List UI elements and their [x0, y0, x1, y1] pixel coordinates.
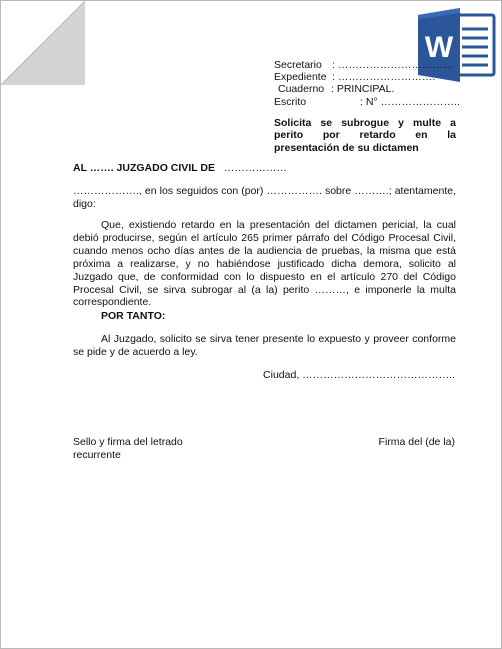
folded-page-corner-icon [1, 1, 85, 85]
escrito-value: : N° ………………….. [360, 95, 460, 108]
escrito-label: Escrito [274, 95, 307, 108]
word-icon-letter: W [424, 31, 454, 64]
cuaderno-label: Cuaderno [278, 83, 325, 96]
case-header [274, 59, 460, 108]
header-row-expediente [274, 71, 460, 83]
header-row-escrito [274, 96, 460, 108]
expediente-value: : ………………………. [332, 71, 436, 84]
party-signature: Firma del (de la) [378, 436, 455, 448]
intro-paragraph: ………………., en los seguidos con (por) ……………. sobre ……….; atentamente, digo: [73, 185, 456, 211]
court-location-dots: ……………… [223, 162, 287, 174]
document-subject: Solicita se subrogue y multe a perito por retardo en la presentación de su dictamen [274, 117, 456, 154]
secretario-label: Secretario [274, 59, 322, 71]
lawyer-signature: Sello y firma del letrado recurrente [73, 436, 183, 461]
expediente-label: Expediente [274, 71, 327, 84]
court-name: AL ……. JUZGADO CIVIL DE [73, 162, 215, 174]
header-row-cuaderno [274, 83, 460, 95]
closing-paragraph: Al Juzgado, solicito se sirva tener presente lo expuesto y proveer conforme se pide y de acuerdo a ley. [73, 333, 456, 358]
header-row-secretario [274, 59, 460, 71]
court-addressee [73, 162, 287, 175]
body-paragraph: Que, existiendo retardo en la presentación del dictamen pericial, la cual debió producirse, según el artículo 265 primer párrafo del Código Procesal Civil, cuando menos ocho días antes de la audiencia de pruebas, la misma que está próxima a realizarse, y no habiéndose justificado dicha demora, solicito al Juzgado que, de conformidad con lo dispuesto en el artículo 270 del Código Procesal Civil, se sirva subrogar al (a la) perito ………, e imponerle la multa correspondiente. [73, 219, 456, 309]
cuaderno-value: : PRINCIPAL. [331, 83, 395, 96]
por-tanto-heading: POR TANTO: [101, 310, 166, 322]
secretario-value: : …………………………… [332, 59, 454, 71]
city-date-line: Ciudad, …………………………………….. [263, 369, 455, 381]
